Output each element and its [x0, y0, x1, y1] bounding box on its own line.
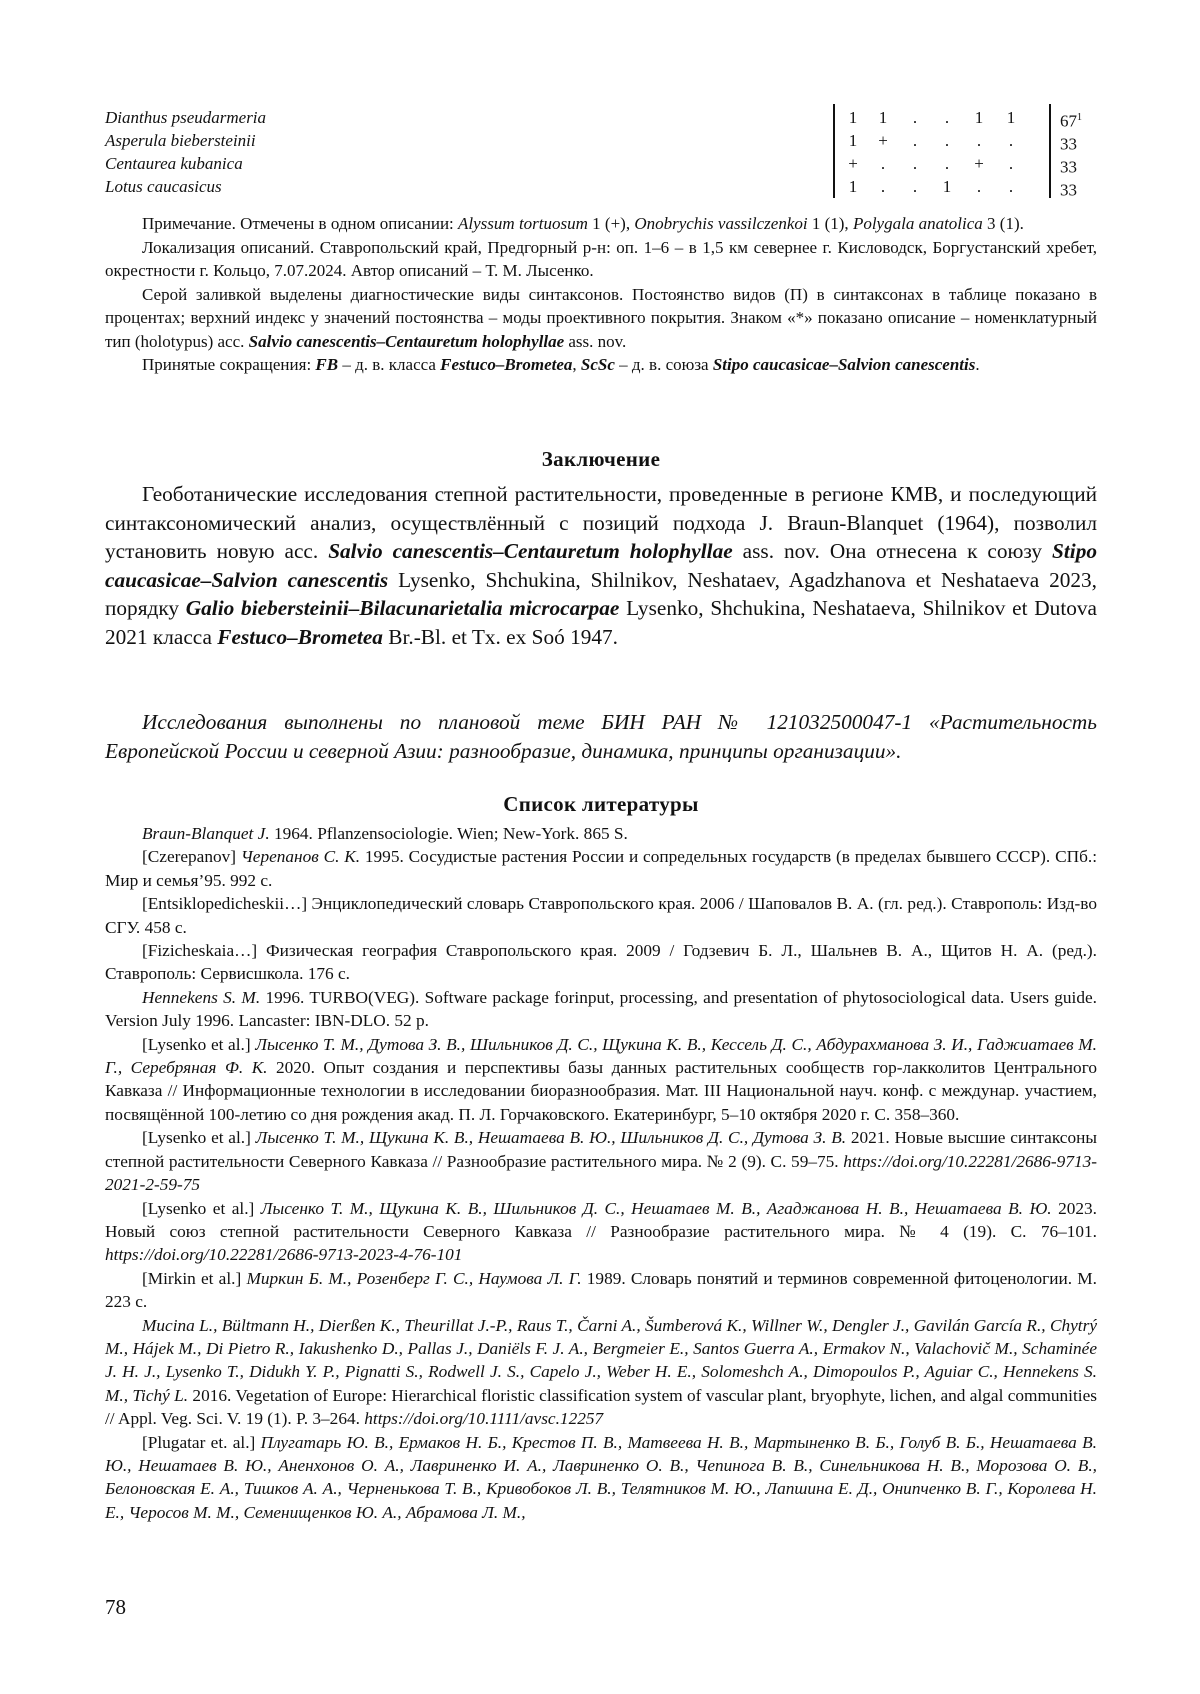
releve-value: .: [967, 129, 991, 152]
constancy-value: 33: [1060, 175, 1077, 202]
page-number: 78: [105, 1595, 126, 1620]
references-heading: Список литературы: [105, 792, 1097, 817]
reference-list: [105, 822, 1097, 1524]
reference-item: [Lysenko et al.] Лысенко Т. М., Дутова З. В., Шильников Д. С., Щукина К. В., Кессель Д. С., Абдурахманова З. И., Гаджиатаев М. Г., Серебряная Ф. К. 2020. Опыт создания и перспективы базы данных растительных сообществ гор-лакколитов Центрального Кавказа // Информационные технологии в исследовании биоразнообразия. Мат. III Национальной науч. конф. с междунар. участием, посвящённой 100-летию со дня рождения акад. П. Л. Горчаковского. Екатеринбург, 5–10 октября 2020 г. С. 358–360.: [105, 1033, 1097, 1127]
releve-value: 1: [841, 129, 865, 152]
constancy-value: 671: [1060, 106, 1082, 133]
note-species-single: Примечание. Отмечены в одном описании: Alyssum tortuosum 1 (+), Onobrychis vassilczenkoi 1 (1), Polygala anatolica 3 (1).: [105, 212, 1097, 236]
reference-item: [Plugatar et. al.] Плугатарь Ю. В., Ермаков Н. Б., Крестов П. В., Матвеева Н. В., Мартыненко В. Б., Голуб В. Б., Нешатаева В. Ю., Нешатаев В. Ю., Аненхонов О. А., Лавриненко И. А., Лавриненко О. В., Чепинога В. В., Синельникова Н. В., Морозова О. В., Белоновская Е. А., Тишков А. А., Черненькова Т. В., Кривобоков Л. В., Телятников М. Ю., Лапшина Е. Д., Онипченко В. Г., Королева Н. Е., Черосов М. М., Семенищенков Ю. А., Абрамова Л. М.,: [105, 1431, 1097, 1525]
note-localization: Локализация описаний. Ставропольский край, Предгорный р-н: оп. 1–6 – в 1,5 км севернее г. Кисловодск, Боргустанский хребет, окрестности г. Кольцо, 7.07.2024. Автор описаний – Т. М. Лысенко.: [105, 236, 1097, 283]
reference-item: [Czerepanov] Черепанов С. К. 1995. Сосудистые растения России и сопредельных государств (в пределах бывшего СССР). СПб.: Мир и семья’95. 992 с.: [105, 845, 1097, 892]
table-column-rule: [833, 104, 835, 198]
releve-value: 1: [841, 106, 865, 129]
releve-value: .: [903, 152, 927, 175]
constancy-value: 33: [1060, 129, 1077, 156]
species-table: [105, 106, 1095, 198]
doi-link[interactable]: https://doi.org/10.22281/2686-9713-2021-2-59-75: [105, 1152, 1097, 1194]
releve-value: .: [935, 106, 959, 129]
releve-value: .: [999, 129, 1023, 152]
releve-value: 1: [871, 106, 895, 129]
species-name: Lotus caucasicus: [105, 175, 222, 198]
funding-statement: Исследования выполнены по плановой теме БИН РАН № 121032500047-1 «Растительность Европейской России и северной Азии: разнообразие, динамика, принципы организации».: [105, 708, 1097, 765]
paper-page: [0, 0, 1200, 1694]
releve-value: .: [967, 175, 991, 198]
releve-value: 1: [841, 175, 865, 198]
releve-value: +: [871, 129, 895, 152]
reference-item: [Lysenko et al.] Лысенко Т. М., Щукина К. В., Шильников Д. С., Нешатаев М. В., Агаджанова Н. В., Нешатаева В. Ю. 2023. Новый союз степной растительности Северного Кавказа // Разнообразие растительного мира. № 4 (19). С. 76–101. https://doi.org/10.22281/2686-9713-2023-4-76-101: [105, 1197, 1097, 1267]
species-row: [105, 106, 1095, 129]
releve-value: .: [903, 129, 927, 152]
species-row: [105, 152, 1095, 175]
reference-item: [Mirkin et al.] Миркин Б. М., Розенберг Г. С., Наумова Л. Г. 1989. Словарь понятий и терминов современной фитоценологии. М. 223 с.: [105, 1267, 1097, 1314]
species-name: Asperula biebersteinii: [105, 129, 256, 152]
releve-value: +: [841, 152, 865, 175]
species-row: [105, 129, 1095, 152]
releve-value: .: [935, 152, 959, 175]
species-name: Dianthus pseudarmeria: [105, 106, 266, 129]
note-shading: Серой заливкой выделены диагностические виды синтаксонов. Постоянство видов (П) в синтаксонах в таблице показано в процентах; верхний индекс у значений постоянства – моды проективного покрытия. Знаком «*» показано описание – номенклатурный тип (holotypus) асс. Salvio canescentis–Centauretum holophyllae ass. nov.: [105, 283, 1097, 354]
doi-link[interactable]: https://doi.org/10.1111/avsc.12257: [364, 1409, 603, 1428]
releve-value: +: [967, 152, 991, 175]
releve-value: .: [903, 175, 927, 198]
reference-item: Hennekens S. M. 1996. TURBO(VEG). Software package forinput, processing, and presentation of phytosociological data. Users guide. Version July 1996. Lancaster: IBN-DLO. 52 p.: [105, 986, 1097, 1033]
table-column-rule: [1049, 104, 1051, 198]
conclusion-heading: Заключение: [105, 447, 1097, 472]
releve-value: 1: [935, 175, 959, 198]
cover-mode-superscript: 1: [1077, 112, 1082, 123]
reference-item: [Entsiklopedicheskii…] Энциклопедический словарь Ставропольского края. 2006 / Шаповалов В. А. (гл. ред.). Ставрополь: Изд-во СГУ. 458 с.: [105, 892, 1097, 939]
reference-item: Mucina L., Bültmann H., Dierßen K., Theurillat J.-P., Raus T., Čarni A., Šumberová K., Willner W., Dengler J., Gavilán García R., Chytrý M., Hájek M., Di Pietro R., Iakushenko D., Pallas J., Daniëls F. J. A., Bergmeier E., Santos Guerra A., Ermakov N., Valachovič M., Schaminée J. H. J., Lysenko T., Didukh Y. P., Pignatti S., Rodwell J. S., Capelo J., Weber H. E., Solomeshch A., Dimopoulos P., Aguiar C., Hennekens S. M., Tichý L. 2016. Vegetation of Europe: Hierarchical floristic classification system of vascular plant, bryophyte, lichen, and algal communities // Appl. Veg. Sci. V. 19 (1). P. 3–264. https://doi.org/10.1111/avsc.12257: [105, 1314, 1097, 1431]
table-notes: [105, 212, 1097, 377]
constancy-value: 33: [1060, 152, 1077, 179]
releve-value: .: [871, 175, 895, 198]
releve-value: 1: [999, 106, 1023, 129]
species-row: [105, 175, 1095, 198]
releve-value: .: [935, 129, 959, 152]
releve-value: 1: [967, 106, 991, 129]
reference-item: [Lysenko et al.] Лысенко Т. М., Щукина К. В., Нешатаева В. Ю., Шильников Д. С., Дутова З. В. 2021. Новые высшие синтаксоны степной растительности Северного Кавказа // Разнообразие растительного мира. № 2 (9). С. 59–75. https://doi.org/10.22281/2686-9713-2021-2-59-75: [105, 1126, 1097, 1196]
species-name: Centaurea kubanica: [105, 152, 243, 175]
note-abbreviations: Принятые сокращения: FB – д. в. класса Festuco–Brometea, ScSc – д. в. союза Stipo caucasicae–Salvion canescentis.: [105, 353, 1097, 377]
conclusion-text: Геоботанические исследования степной растительности, проведенные в регионе КМВ, и последующий синтаксономический анализ, осуществлённый с позиций подхода J. Braun-Blanquet (1964), позволил установить новую асс. Salvio canescentis–Centauretum holophyllae ass. nov. Она отнесена к союзу Stipo caucasicae–Salvion canescentis Lysenko, Shchukina, Shilnikov, Neshataev, Agadzhanova et Neshataeva 2023, порядку Galio biebersteinii–Bilacunarietalia microcarpae Lysenko, Shchukina, Neshataeva, Shilnikov et Dutova 2021 класса Festuco–Brometea Br.-Bl. et Tx. ex Soó 1947.: [105, 480, 1097, 651]
releve-value: .: [903, 106, 927, 129]
reference-item: [Fizicheskaia…] Физическая география Ставропольского края. 2009 / Годзевич Б. Л., Шальнев В. А., Щитов Н. А. (ред.). Ставрополь: Сервисшкола. 176 с.: [105, 939, 1097, 986]
releve-value: .: [999, 175, 1023, 198]
releve-value: .: [871, 152, 895, 175]
doi-link[interactable]: https://doi.org/10.22281/2686-9713-2023-4-76-101: [105, 1245, 462, 1264]
releve-value: .: [999, 152, 1023, 175]
reference-item: Braun-Blanquet J. 1964. Pflanzensociologie. Wien; New-York. 865 S.: [105, 822, 1097, 845]
